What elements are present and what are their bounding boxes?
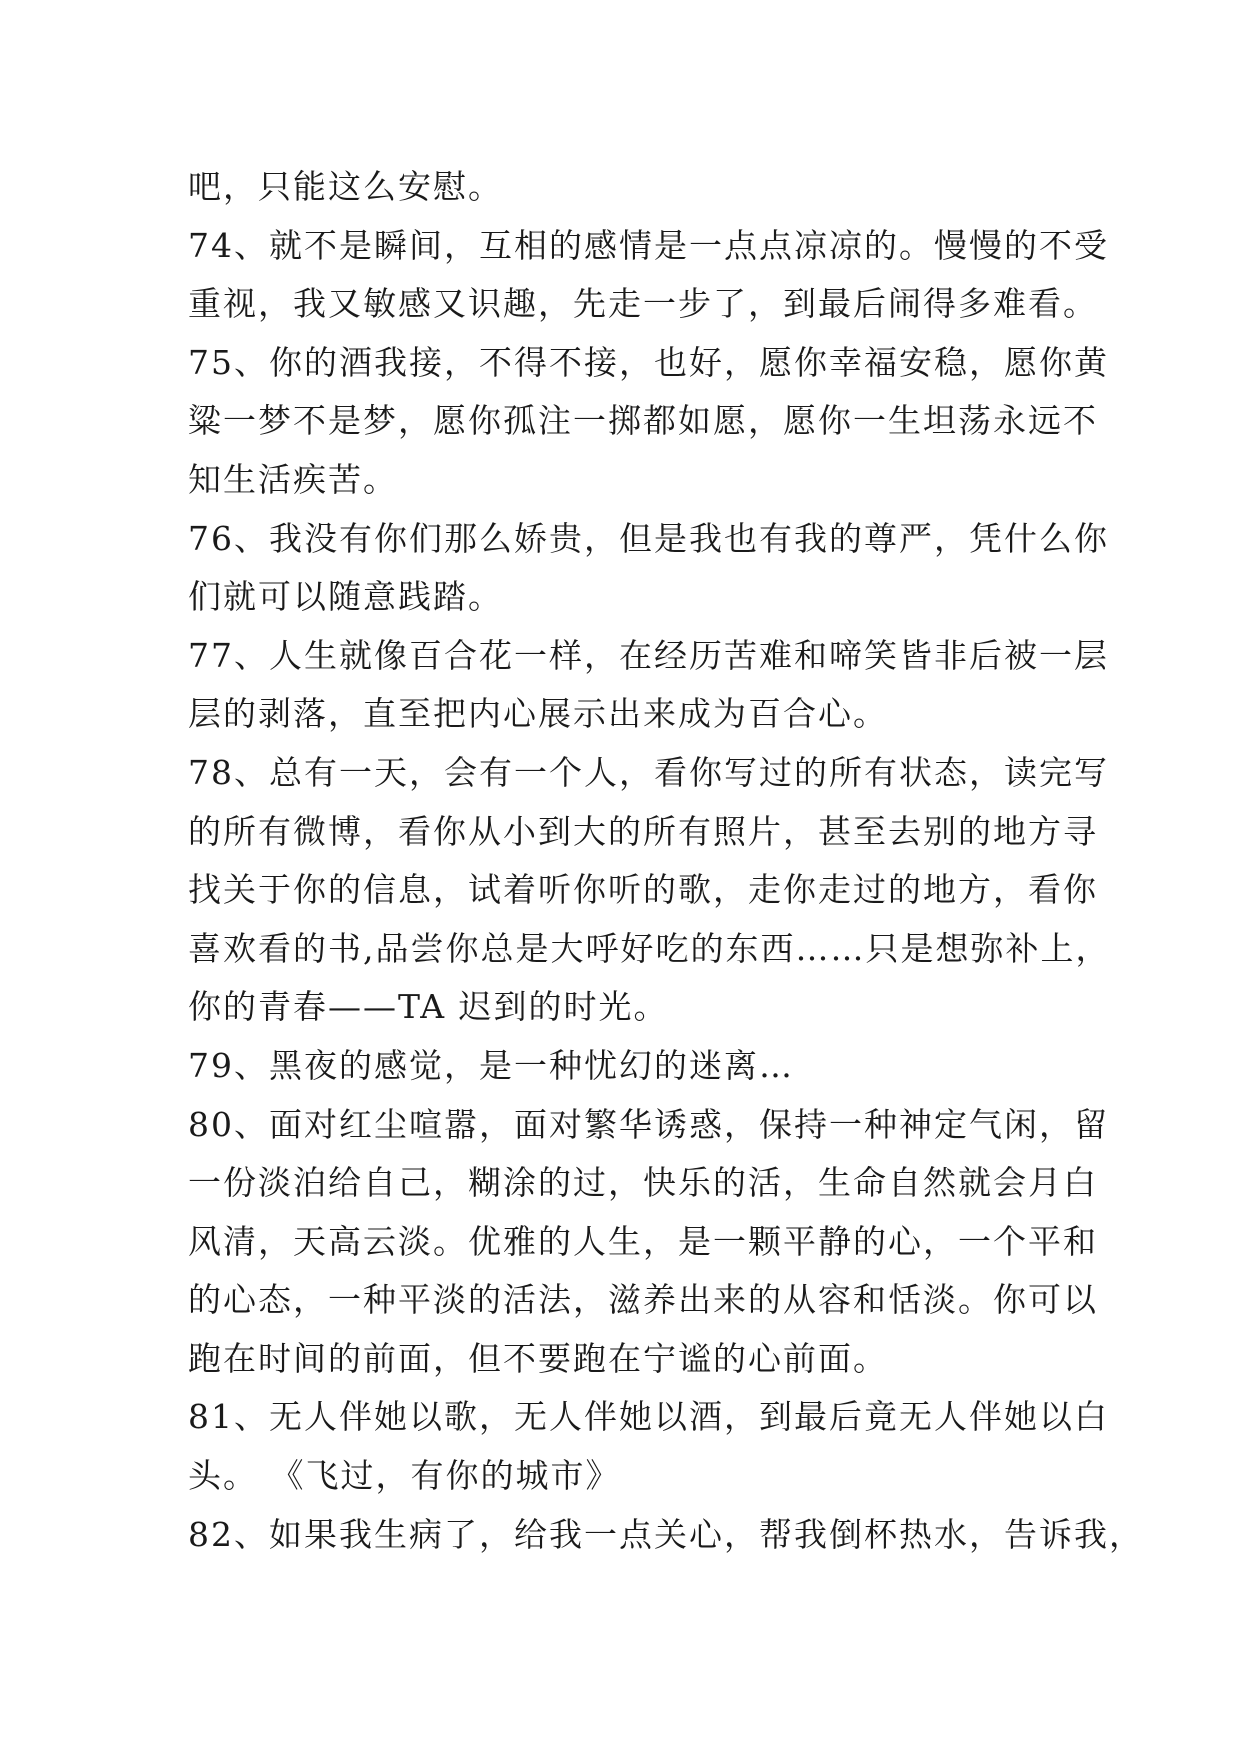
- text-line: 80、面对红尘喧嚣，面对繁华诱惑，保持一种神定气闲，留: [188, 1104, 1109, 1144]
- text-line: 76、我没有你们那么娇贵，但是我也有我的尊严，凭什么你: [188, 518, 1109, 558]
- text-line: 知生活疾苦。: [188, 459, 398, 499]
- text-line: 层的剥落，直至把内心展示出来成为百合心。: [188, 694, 888, 734]
- text-line: 77、人生就像百合花一样，在经历苦难和啼笑皆非后被一层: [188, 635, 1109, 675]
- document-body: [188, 158, 1144, 1564]
- text-line: 75、你的酒我接，不得不接，也好，愿你幸福安稳，愿你黄: [188, 342, 1109, 382]
- text-line: 喜欢看的书,品尝你总是大呼好吃的东西……只是想弥补上，: [188, 928, 1111, 968]
- text-line: 79、黑夜的感觉，是一种忧幻的迷离…: [188, 1045, 794, 1085]
- text-line: 81、无人伴她以歌，无人伴她以酒，到最后竟无人伴她以白: [188, 1397, 1109, 1437]
- text-line: 找关于你的信息，试着听你听的歌，走你走过的地方，看你: [188, 870, 1098, 910]
- text-line: 你的青春——TA 迟到的时光。: [188, 987, 669, 1027]
- text-line: 吧，只能这么安慰。: [188, 167, 503, 206]
- text-line: 一份淡泊给自己，糊涂的过，快乐的活，生命自然就会月白: [188, 1163, 1098, 1203]
- text-line: 78、总有一天，会有一个人，看你写过的所有状态，读完写: [188, 752, 1109, 792]
- text-line: 的心态，一种平淡的活法，滋养出来的从容和恬淡。你可以: [188, 1280, 1098, 1320]
- text-line: 风清，天高云淡。优雅的人生，是一颗平静的心，一个平和: [188, 1221, 1098, 1261]
- text-line: 们就可以随意践踏。: [188, 577, 503, 617]
- text-line: 82、如果我生病了，给我一点关心，帮我倒杯热水，告诉我，: [188, 1514, 1144, 1554]
- text-line: 跑在时间的前面，但不要跑在宁谧的心前面。: [188, 1338, 888, 1378]
- text-line: 头。 《飞过，有你的城市》: [188, 1456, 621, 1496]
- text-line: 的所有微博，看你从小到大的所有照片，甚至去别的地方寻: [188, 811, 1098, 851]
- text-line: 重视，我又敏感又识趣，先走一步了，到最后闹得多难看。: [188, 284, 1098, 324]
- text-line: 74、就不是瞬间，互相的感情是一点点凉凉的。慢慢的不受: [188, 225, 1109, 265]
- text-line: 粱一梦不是梦，愿你孤注一掷都如愿，愿你一生坦荡永远不: [188, 401, 1098, 441]
